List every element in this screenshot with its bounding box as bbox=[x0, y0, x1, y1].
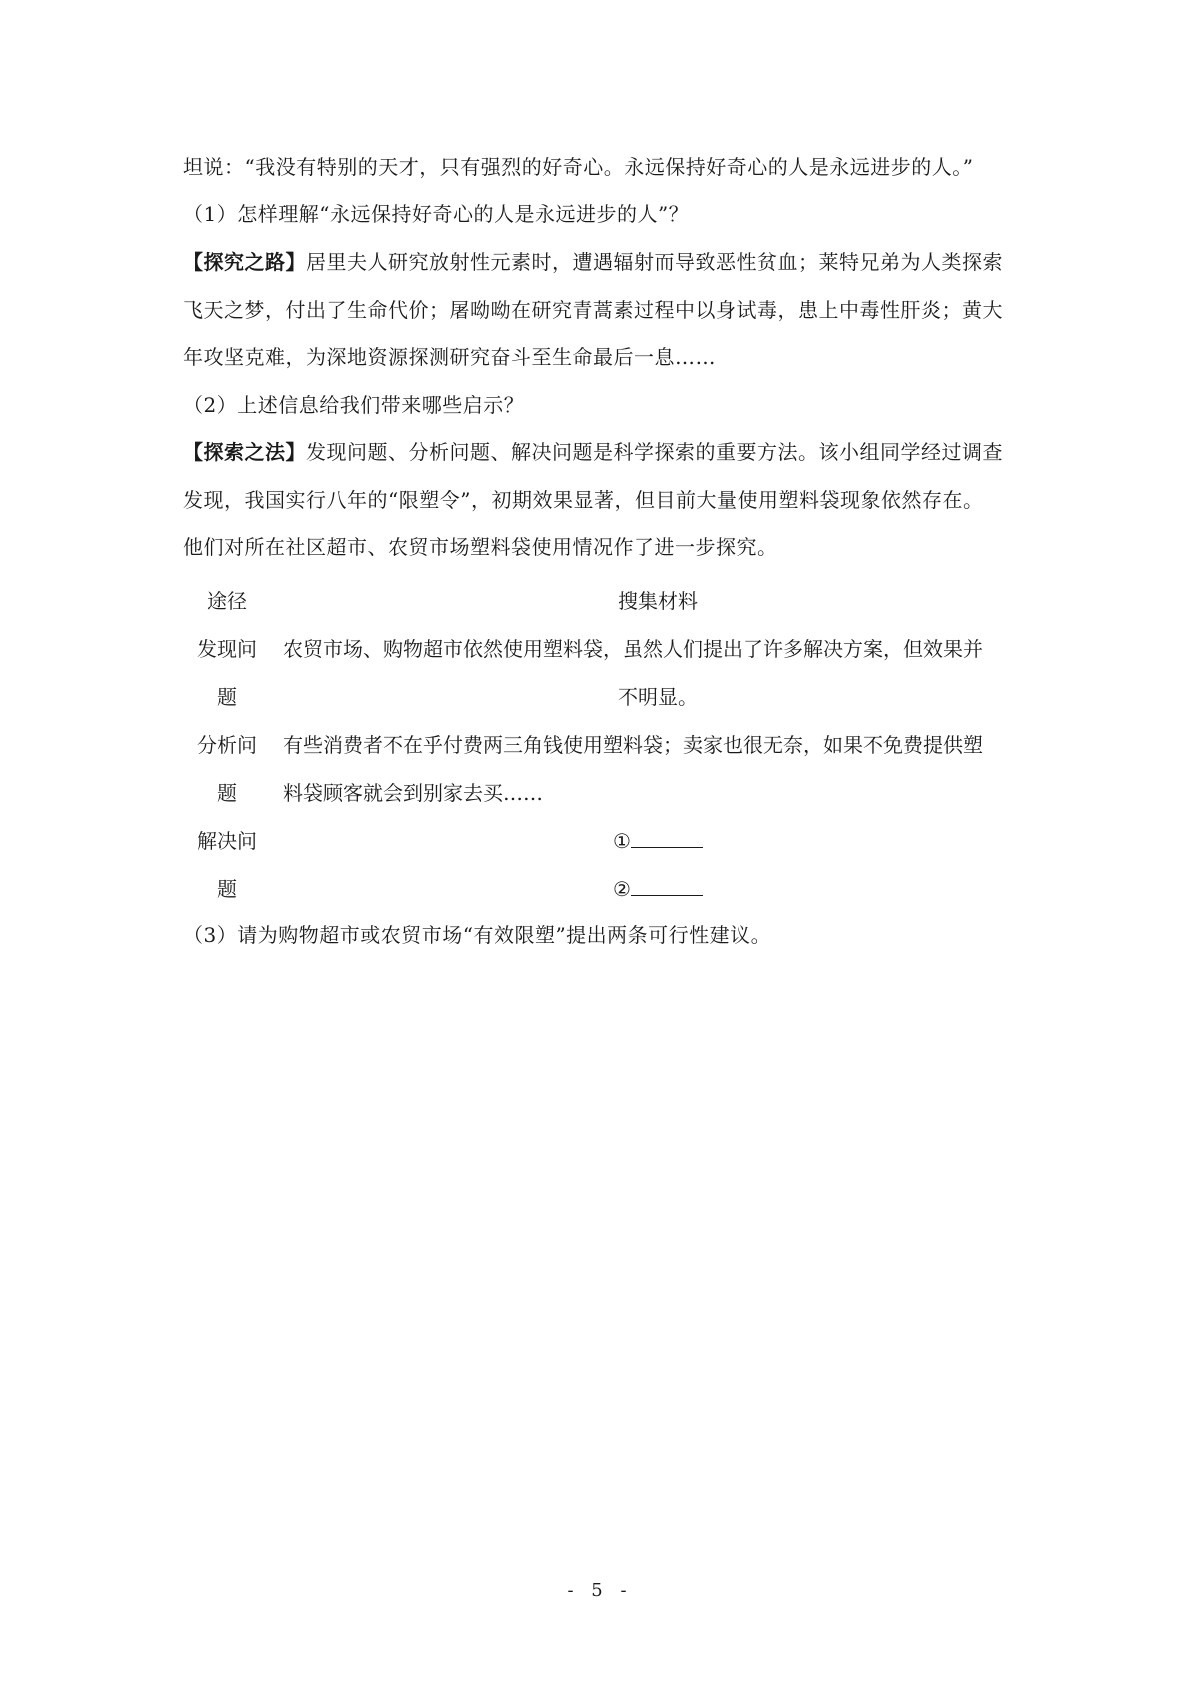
section-tag: 【探索之法】 bbox=[183, 440, 306, 464]
row-label: 题 bbox=[217, 781, 237, 805]
row-label: 解决问 bbox=[197, 829, 257, 853]
table-row bbox=[183, 721, 1033, 817]
paragraph-line bbox=[183, 437, 1033, 467]
row-text: 农贸市场、购物超市依然使用塑料袋，虽然人们提出了许多解决方案，但效果并 bbox=[283, 637, 983, 661]
answer-blank-2 bbox=[283, 865, 1033, 913]
table-row bbox=[183, 817, 1033, 913]
table-header bbox=[183, 577, 1033, 625]
table-row bbox=[183, 625, 1033, 721]
question-3: （3）请为购物超市或农贸市场“有效限塑”提出两条可行性建议。 bbox=[183, 923, 772, 947]
paragraph-line: 年攻坚克难，为深地资源探测研究奋斗至生命最后一息…… bbox=[183, 345, 716, 369]
blank-number: ② bbox=[613, 877, 631, 901]
row-text: 不明显。 bbox=[618, 685, 698, 709]
row-label: 题 bbox=[217, 877, 237, 901]
answer-blank-1 bbox=[283, 817, 1033, 865]
row-label: 分析问 bbox=[197, 733, 257, 757]
inquiry-table bbox=[183, 577, 1033, 913]
paragraph-line: 飞天之梦，付出了生命代价；屠呦呦在研究青蒿素过程中以身试毒，患上中毒性肝炎；黄大 bbox=[183, 298, 1003, 322]
page-number: - 5 - bbox=[567, 1580, 633, 1601]
row-label: 题 bbox=[217, 685, 237, 709]
paragraph-line: 坦说：“我没有特别的天才，只有强烈的好奇心。永远保持好奇心的人是永远进步的人。” bbox=[183, 155, 974, 179]
paragraph-line bbox=[183, 247, 1033, 277]
blank-number: ① bbox=[613, 829, 631, 853]
row-label: 发现问 bbox=[197, 637, 257, 661]
table-header-cell: 途径 bbox=[207, 589, 247, 613]
row-text: 有些消费者不在乎付费两三角钱使用塑料袋；卖家也很无奈，如果不免费提供塑 bbox=[283, 733, 983, 757]
question-2: （2）上述信息给我们带来哪些启示？ bbox=[183, 393, 525, 417]
row-text: 料袋顾客就会到别家去买…… bbox=[283, 781, 543, 805]
paragraph-line: 他们对所在社区超市、农贸市场塑料袋使用情况作了进一步探究。 bbox=[183, 535, 778, 559]
paragraph-text: 居里夫人研究放射性元素时，遭遇辐射而导致恶性贫血；莱特兄弟为人类探索 bbox=[306, 250, 1003, 274]
fill-blank bbox=[631, 873, 703, 896]
question-1: （1）怎样理解“永远保持好奇心的人是永远进步的人”？ bbox=[183, 202, 690, 226]
section-tag: 【探究之路】 bbox=[183, 250, 306, 274]
fill-blank bbox=[631, 825, 703, 848]
table-header-cell: 搜集材料 bbox=[618, 589, 698, 613]
paragraph-line: 发现，我国实行八年的“限塑令”，初期效果显著，但目前大量使用塑料袋现象依然存在。 bbox=[183, 488, 984, 512]
paragraph-text: 发现问题、分析问题、解决问题是科学探索的重要方法。该小组同学经过调查 bbox=[306, 440, 1003, 464]
